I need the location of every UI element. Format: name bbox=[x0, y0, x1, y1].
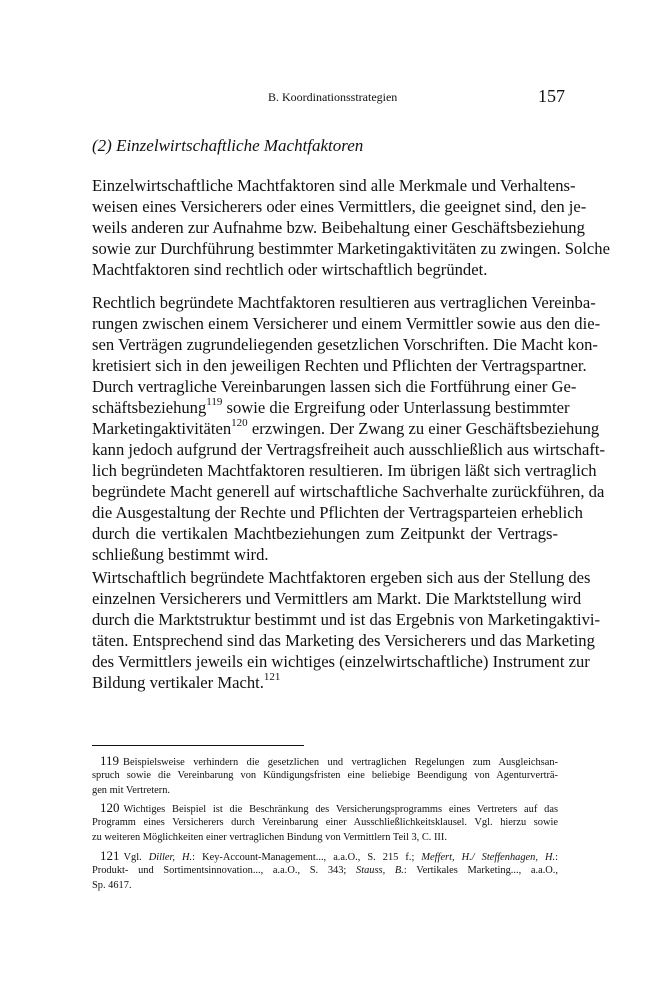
text-line: begründete Macht generell auf wirtschaftliche Sachverhalte zurückführen, da bbox=[92, 482, 605, 501]
text-segment: Bildung vertikaler Macht. bbox=[92, 673, 264, 692]
footnote-ref-120[interactable]: 120 bbox=[231, 417, 248, 430]
text-line: schließung bestimmt wird. bbox=[92, 545, 269, 564]
author-name: Diller, H. bbox=[148, 852, 193, 863]
text-line: die Ausgestaltung der Rechte und Pflichten der Vertragsparteien erheblich bbox=[92, 503, 583, 522]
text-line: Machtfaktoren sind rechtlich oder wirtschaftlich begründet. bbox=[92, 260, 488, 279]
text-line bbox=[92, 672, 558, 693]
text-line: durch die vertikalen Machtbeziehungen zum Zeitpunkt der Vertrags- bbox=[92, 524, 558, 543]
footnote-text: Beispielsweise verhindern die gesetzlichen und vertraglichen Regelungen zum Ausgleichsan- bbox=[123, 757, 558, 768]
footnote-divider bbox=[92, 745, 304, 746]
text-line: Einzelwirtschaftliche Machtfaktoren sind alle Merkmale und Verhaltens- bbox=[92, 176, 576, 195]
text-line: rungen zwischen einem Versicherer und einem Vermittler sowie aus den die- bbox=[92, 314, 601, 333]
paragraph-3 bbox=[92, 567, 601, 693]
footnote-line: Sp. 4617. bbox=[92, 880, 132, 891]
text-line: Wirtschaftlich begründete Machtfaktoren ergeben sich aus der Stellung des bbox=[92, 568, 591, 587]
text-line: sowie zur Durchführung bestimmter Marketingaktivitäten zu zwingen. Solche bbox=[92, 239, 610, 258]
footnote-line bbox=[92, 848, 558, 863]
footnote-text: : Key-Account-Management..., a.a.O., S. 215 f.; bbox=[192, 852, 415, 863]
footnote-121 bbox=[92, 848, 558, 893]
author-name: Meffert, H./ Steffenhagen, H. bbox=[421, 852, 556, 863]
paragraph-1 bbox=[92, 175, 610, 280]
text-line bbox=[92, 396, 570, 418]
footnote-line bbox=[92, 863, 558, 878]
text-line: lich begründeten Machtfaktoren resultieren. Im übrigen läßt sich vertraglich bbox=[92, 461, 597, 480]
paragraph-2 bbox=[92, 292, 605, 565]
footnote-text: Wichtiges Beispiel ist die Beschränkung des Versicherungsprogramms eines Vertreters auf das bbox=[123, 804, 558, 815]
page-number: 157 bbox=[538, 86, 565, 106]
footnote-line bbox=[92, 753, 558, 768]
footnote-number: 121 bbox=[100, 848, 120, 863]
footnote-line: gen mit Vertretern. bbox=[92, 785, 170, 796]
author-name: Stauss, B. bbox=[356, 865, 404, 876]
footnote-line: Programm eines Versicherers durch Vereinbarung einer Ausschließlichkeitsklausel. Vgl. hierzu sowie bbox=[92, 817, 558, 828]
text-line: des Vermittlers jeweils ein wichtiges (einzelwirtschaftliche) Instrument zur bbox=[92, 652, 590, 671]
text-segment: sowie die Ergreifung oder Unterlassung bestimmter bbox=[226, 398, 570, 417]
text-line: kann jedoch aufgrund der Vertragsfreiheit auch ausschließlich aus wirtschaft- bbox=[92, 440, 605, 459]
footnote-line: zu weiteren Möglichkeiten einer vertraglichen Bindung von Vermittlern Teil 3, C. III. bbox=[92, 832, 447, 843]
footnote-number: 119 bbox=[100, 753, 120, 768]
footnote-120 bbox=[92, 800, 558, 845]
footnote-line: spruch sowie die Vereinbarung von Kündigungsfristen eine beliebige Beendigung von Agenturverträ- bbox=[92, 770, 558, 781]
text-line: weils anderen zur Aufnahme bzw. Beibehaltung einer Geschäftsbeziehung bbox=[92, 218, 585, 237]
text-segment: erzwingen. Der Zwang zu einer Geschäftsbeziehung bbox=[251, 419, 600, 438]
footnote-text: Vgl. bbox=[123, 852, 142, 863]
section-heading: (2) Einzelwirtschaftliche Machtfaktoren bbox=[92, 136, 364, 155]
text-line: Durch vertragliche Vereinbarungen lassen sich die Fortführung einer Ge- bbox=[92, 377, 577, 396]
text-line: Rechtlich begründete Machtfaktoren resultieren aus vertraglichen Vereinba- bbox=[92, 293, 596, 312]
footnote-text: : Vertikales Marketing..., a.a.O., bbox=[403, 865, 558, 876]
text-line: kretisiert sich in den jeweiligen Rechten und Pflichten der Vertragspartner. bbox=[92, 356, 587, 375]
text-line bbox=[92, 417, 600, 439]
footnote-119 bbox=[92, 753, 558, 798]
footnote-line bbox=[92, 800, 558, 815]
footnote-text: Produkt- und Sortimentsinnovation..., a.a.O., S. 343; bbox=[92, 865, 347, 876]
footnote-ref-119[interactable]: 119 bbox=[206, 396, 223, 409]
text-line: täten. Entsprechend sind das Marketing des Versicherers und das Marketing bbox=[92, 631, 595, 650]
text-line: weisen eines Versicherers oder eines Vermittlers, die geeignet sind, den je- bbox=[92, 197, 587, 216]
footnote-number: 120 bbox=[100, 800, 120, 815]
footnote-ref-121[interactable]: 121 bbox=[263, 671, 281, 684]
text-line: durch die Marktstruktur bestimmt und ist das Ergebnis von Marketingaktivi- bbox=[92, 610, 601, 629]
text-line: einzelnen Versicherers und Vermittlers am Markt. Die Marktstellung wird bbox=[92, 589, 582, 608]
text-segment: schäftsbeziehung bbox=[92, 398, 207, 417]
text-segment: Marketingaktivitäten bbox=[92, 419, 232, 438]
footnote-text: : bbox=[555, 852, 558, 863]
text-line: sen Verträgen zugrundeliegenden gesetzlichen Vorschriften. Die Macht kon- bbox=[92, 335, 598, 354]
running-header: B. Koordinationsstrategien bbox=[268, 90, 398, 104]
